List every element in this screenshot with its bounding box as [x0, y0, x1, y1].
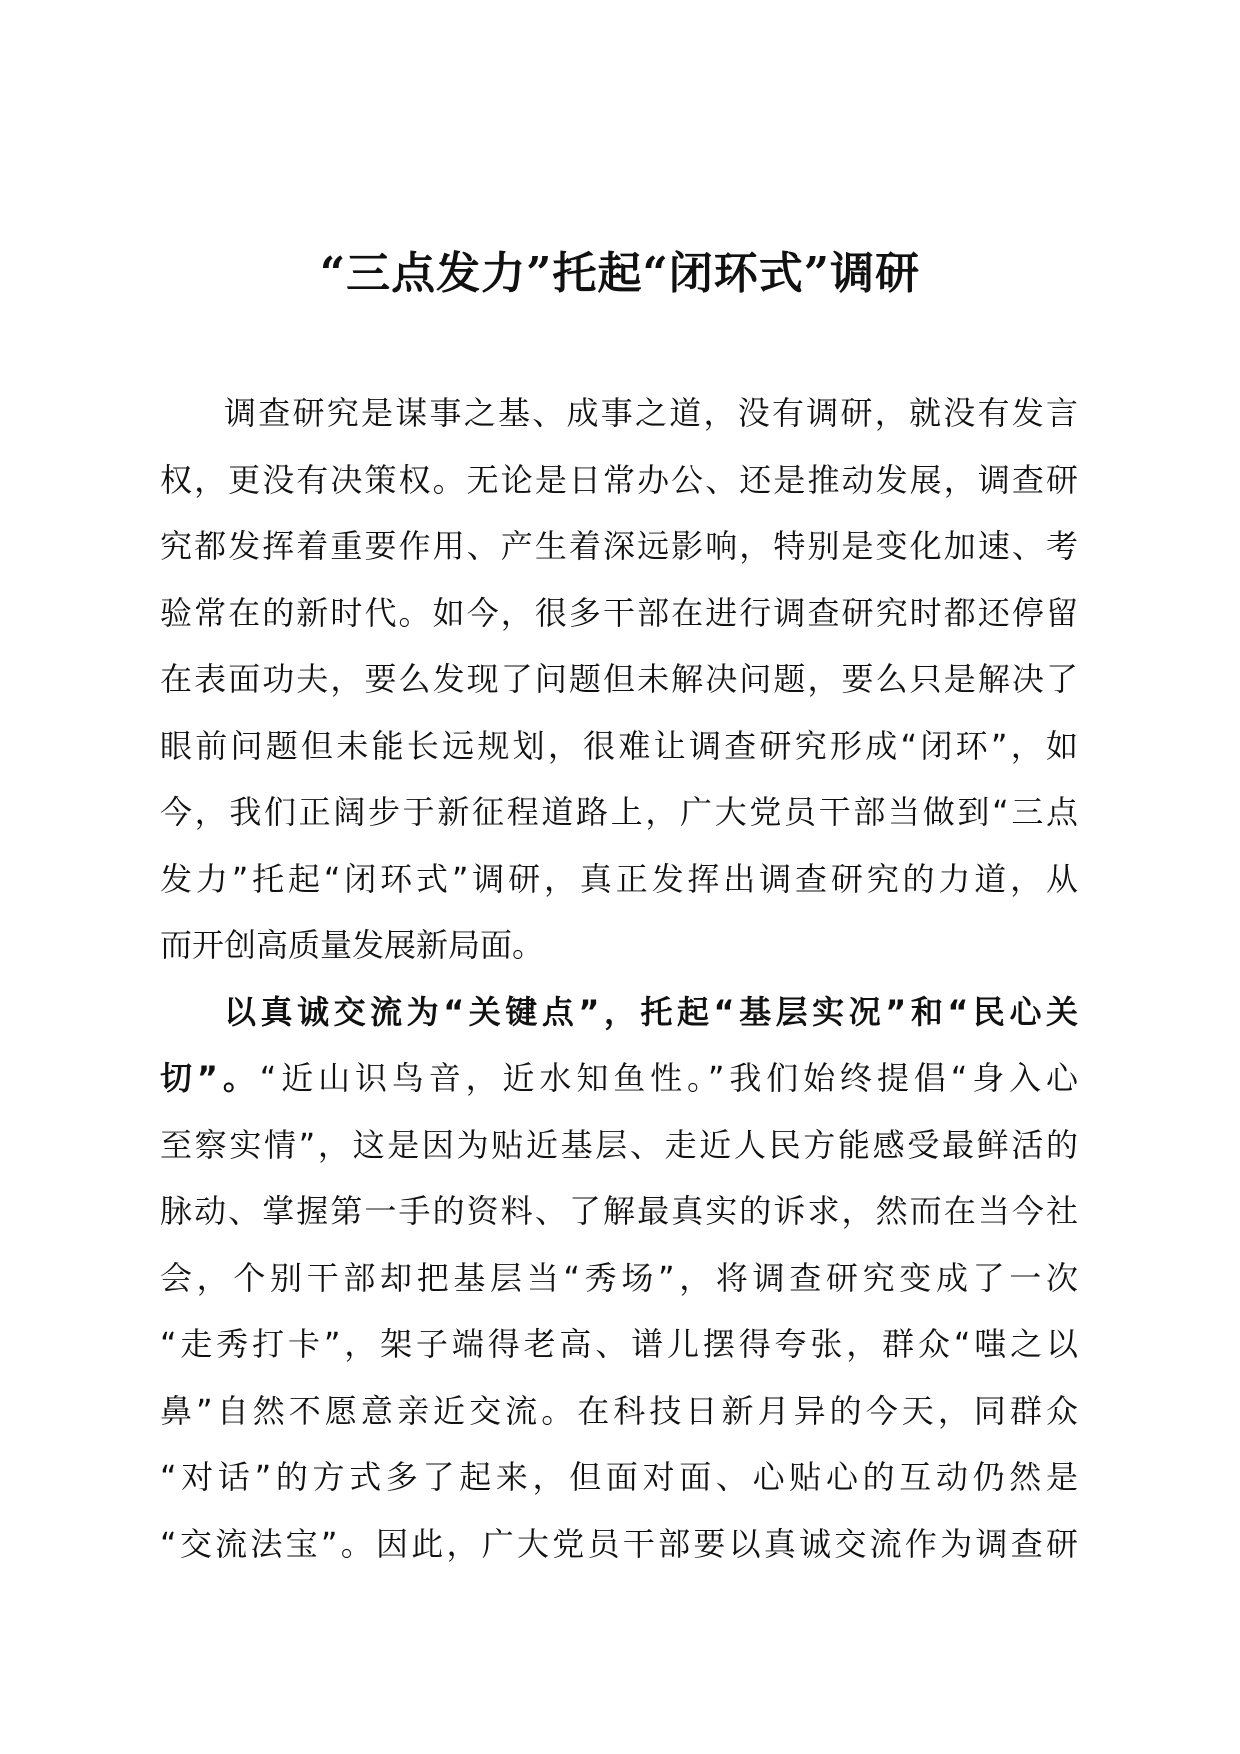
- paragraph-1-line-7: 今，我们正阔步于新征程道路上，广大党员干部当做到“三点: [160, 793, 1078, 831]
- paragraph-1-line-4: 验常在的新时代。如今，很多干部在进行调查研究时都还停留: [160, 593, 1078, 632]
- paragraph-2-line-3: 至察实情”，这是因为贴近基层、走近人民方能感受最鲜活的: [160, 1125, 1078, 1164]
- paragraph-1-line-1: 调查研究是谋事之基、成事之道，没有调研，就没有发言: [224, 394, 1078, 432]
- document-body: [160, 380, 1078, 1577]
- paragraph-1-line-2: 权，更没有决策权。无论是日常办公、还是推动发展，调查研: [160, 460, 1078, 499]
- paragraph-2-line-6: “走秀打卡”，架子端得老高、谱儿摆得夸张，群众“嗤之以: [160, 1325, 1078, 1363]
- paragraph-1-line-5: 在表面功夫，要么发现了问题但未解决问题，要么只是解决了: [160, 660, 1078, 698]
- paragraph-1-line-8: 发力”托起“闭环式”调研，真正发挥出调查研究的力道，从: [160, 859, 1078, 898]
- paragraph-1-line-6: 眼前问题但未能长远规划，很难让调查研究形成“闭环”，如: [160, 726, 1078, 765]
- paragraph-2-line-7: 鼻”自然不愿意亲近交流。在科技日新月异的今天，同群众: [160, 1391, 1078, 1430]
- paragraph-2-line-2-text: “近山识鸟音，近水知鱼性。”我们始终提倡“身入心: [259, 1059, 1078, 1097]
- paragraph-2-line-5: 会，个别干部却把基层当“秀场”，将调查研究变成了一次: [160, 1258, 1078, 1297]
- paragraph-2-heading-tail: 切”。: [160, 1059, 260, 1097]
- paragraph-2-line-8: “对话”的方式多了起来，但面对面、心贴心的互动仍然是: [160, 1458, 1078, 1496]
- paragraph-2-heading-line: 以真诚交流为“关键点”，托起“基层实况”和“民心关: [224, 992, 1078, 1031]
- document-title: “三点发力”托起“闭环式”调研: [319, 248, 921, 299]
- paragraph-2-line-2: [160, 1045, 1078, 1112]
- paragraph-1-line-3: 究都发挥着重要作用、产生着深远影响，特别是变化加速、考: [160, 527, 1078, 565]
- paragraph-2-line-4: 脉动、掌握第一手的资料、了解最真实的诉求，然而在当今社: [160, 1192, 1078, 1230]
- paragraph-2-line-9: “交流法宝”。因此，广大党员干部要以真诚交流作为调查研: [160, 1524, 1078, 1563]
- paragraph-1-line-9: 而开创高质量发展新局面。: [160, 926, 545, 964]
